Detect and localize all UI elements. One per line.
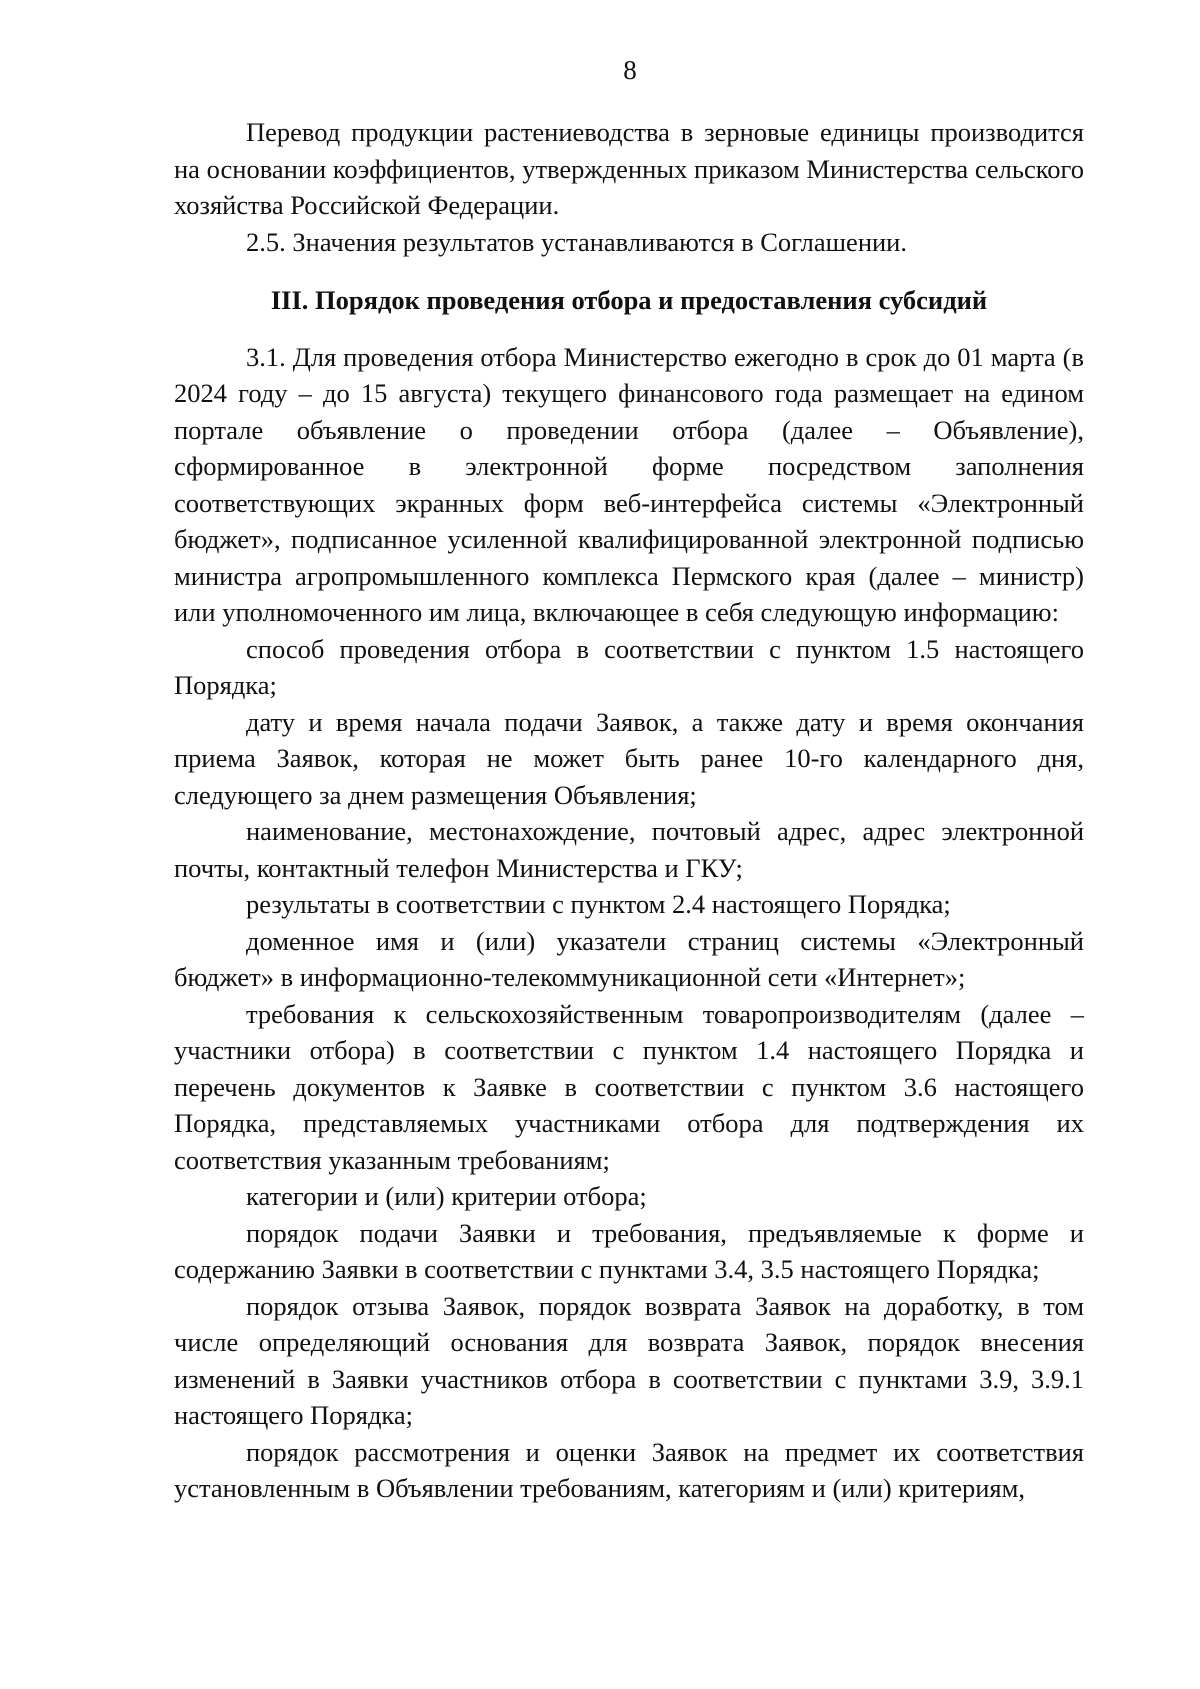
list-item-selection-method: способ проведения отбора в соответствии с пунктом 1.5 настоящего Порядка; [174, 633, 1084, 700]
page-number: 8 [623, 55, 637, 85]
document-body [174, 114, 1084, 1507]
list-item-contacts: наименование, местонахождение, почтовый адрес, адрес электронной почты, контактный телефон Министерства и ГКУ; [174, 816, 1084, 883]
list-item-withdrawal: порядок отзыва Заявок, порядок возврата Заявок на доработку, в том числе определяющий основания для возврата Заявок, порядок внесения изменений в Заявки участников отбора в соответствии с пунктами 3.9, 3.9.1 настоящего Порядка; [174, 1290, 1084, 1430]
paragraph-2: 2.5. Значения результатов устанавливаются в Соглашении. [246, 226, 907, 257]
list-item-results: результаты в соответствии с пунктом 2.4 настоящего Порядка; [246, 889, 951, 919]
list-item-dates: дату и время начала подачи Заявок, а также дату и время окончания приема Заявок, которая не может быть ранее 10-го календарного дня, следующего за днем размещения Объявления; [174, 706, 1084, 810]
list-item-requirements: требования к сельскохозяйственным товаропроизводителям (далее – участники отбора) в соответствии с пунктом 1.4 настоящего Порядка и перечень документов к Заявке в соответствии с пунктом 3.6 настоящего Порядка, представляемых участниками отбора для подтверждения их соответствия указанным требованиям; [174, 998, 1084, 1175]
list-item-domain: доменное имя и (или) указатели страниц системы «Электронный бюджет» в информационно-телекоммуникационной сети «Интернет»; [174, 925, 1084, 992]
paragraph-3-1: 3.1. Для проведения отбора Министерство ежегодно в срок до 01 марта (в 2024 году – до 15 августа) текущего финансового года размещает на едином портале объявление о проведении отбора (далее – Объявление), сформированное в электронной форме посредством заполнения соответствующих экранных форм веб-интерфейса системы «Электронный бюджет», подписанное усиленной квалифицированной электронной подписью министра агропромышленного комплекса Пермского края (далее – министр) или уполномоченного им лица, включающее в себя следующую информацию: [174, 341, 1084, 627]
section-heading: III. Порядок проведения отбора и предоставления субсидий [270, 285, 988, 315]
list-item-categories: категории и (или) критерии отбора; [246, 1181, 647, 1211]
list-item-submission: порядок подачи Заявки и требования, предъявляемые к форме и содержанию Заявки в соответствии с пунктами 3.4, 3.5 настоящего Порядка; [174, 1217, 1084, 1284]
list-item-review: порядок рассмотрения и оценки Заявок на предмет их соответствия установленным в Объявлении требованиям, категориям и (или) критериям, [174, 1436, 1084, 1503]
paragraph-1: Перевод продукции растениеводства в зерновые единицы производится на основании коэффициентов, утвержденных приказом Министерства сельского хозяйства Российской Федерации. [174, 117, 1084, 220]
